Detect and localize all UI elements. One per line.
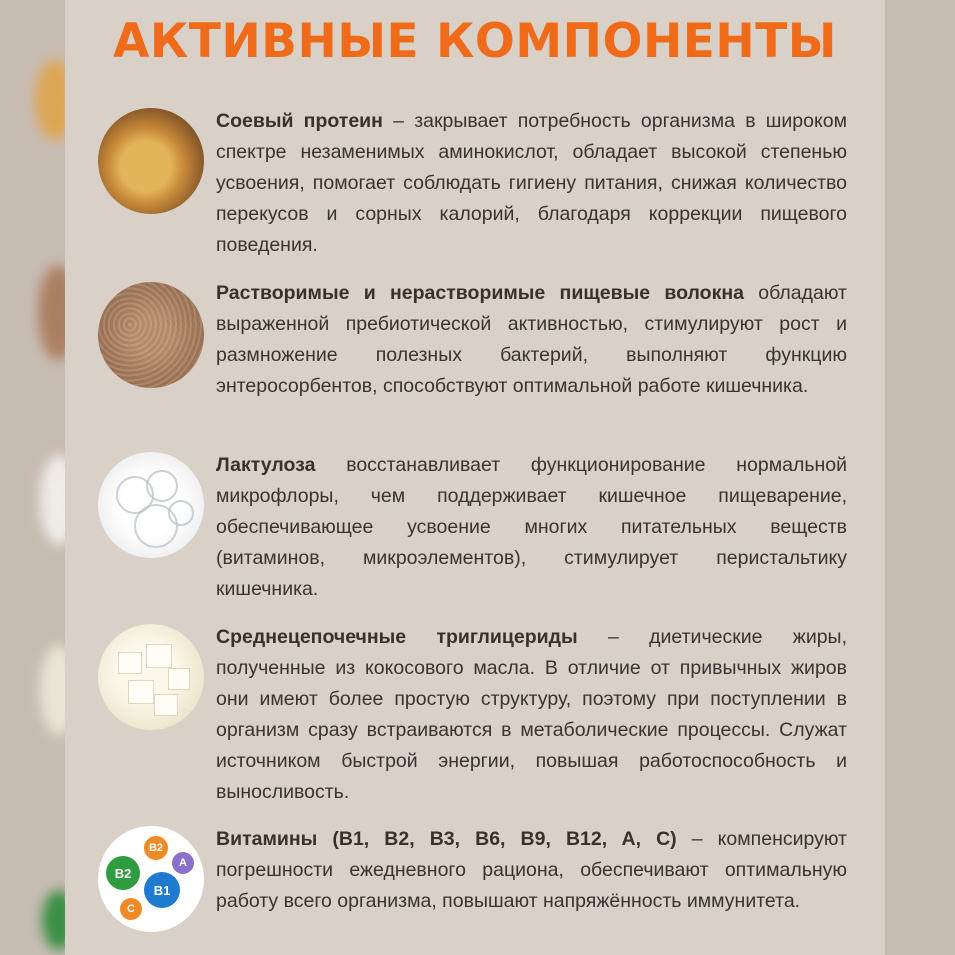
component-name: Соевый протеин <box>216 110 383 132</box>
vitamin-badge: A <box>172 852 194 874</box>
content-panel <box>65 0 885 955</box>
vitamin-badge: B1 <box>144 872 180 908</box>
lactulose-image <box>98 452 204 558</box>
component-name: Витамины (B1, B2, B3, B6, B9, B12, A, C) <box>216 828 677 850</box>
component-name: Лактулоза <box>216 454 316 476</box>
vitamin-badge: B2 <box>106 856 140 890</box>
component-description: Растворимые и нерастворимые пищевые волокна обладают выраженной пребиотической активностью, стимулируют рост и размножение полезных бактерий, выполняют функцию энтеросорбентов, способствуют оптимальной работе кишечника. <box>216 282 847 397</box>
background-right-strip <box>885 0 955 955</box>
component-name: Среднецепочечные триглицериды <box>216 626 578 648</box>
soybeans-image <box>98 108 204 214</box>
fiber-image <box>98 282 204 388</box>
component-description: Витамины (B1, B2, B3, B6, B9, B12, A, C) – компенсируют погрешности ежедневного рациона, обеспечивают оптимальную работу всего организма, повышают напряжённость иммунитета. <box>216 828 847 912</box>
page-title: АКТИВНЫЕ КОМПОНЕНТЫ <box>113 14 837 69</box>
component-name: Растворимые и нерастворимые пищевые волокна <box>216 282 744 304</box>
coconut-image <box>98 624 204 730</box>
vitamin-badge: B2 <box>144 836 168 860</box>
vitamins-image <box>98 826 204 932</box>
component-description: Лактулоза восстанавливает функционирование нормальной микрофлоры, чем поддерживает кишечное пищеварение, обеспечивающее усвоение многих питательных веществ (витаминов, микроэлементов), стимулирует перистальтику кишечника. <box>216 454 847 600</box>
vitamin-badge: C <box>120 898 142 920</box>
component-description: Соевый протеин – закрывает потребность организма в широком спектре незаменимых аминокислот, обладает высокой степенью усвоения, помогает соблюдать гигиену питания, снижая количество перекусов и сорных калорий, благодаря коррекции пищевого поведения. <box>216 110 847 256</box>
component-description: Среднецепочечные триглицериды – диетические жиры, полученные из кокосового масла. В отличие от привычных жиров они имеют более простую структуру, поэтому при поступлении в организм сразу встраиваются в метаболические процессы. Служат источником быстрой энергии, повышая работоспособность и выносливость. <box>216 626 847 803</box>
background-left-strip <box>0 0 65 955</box>
